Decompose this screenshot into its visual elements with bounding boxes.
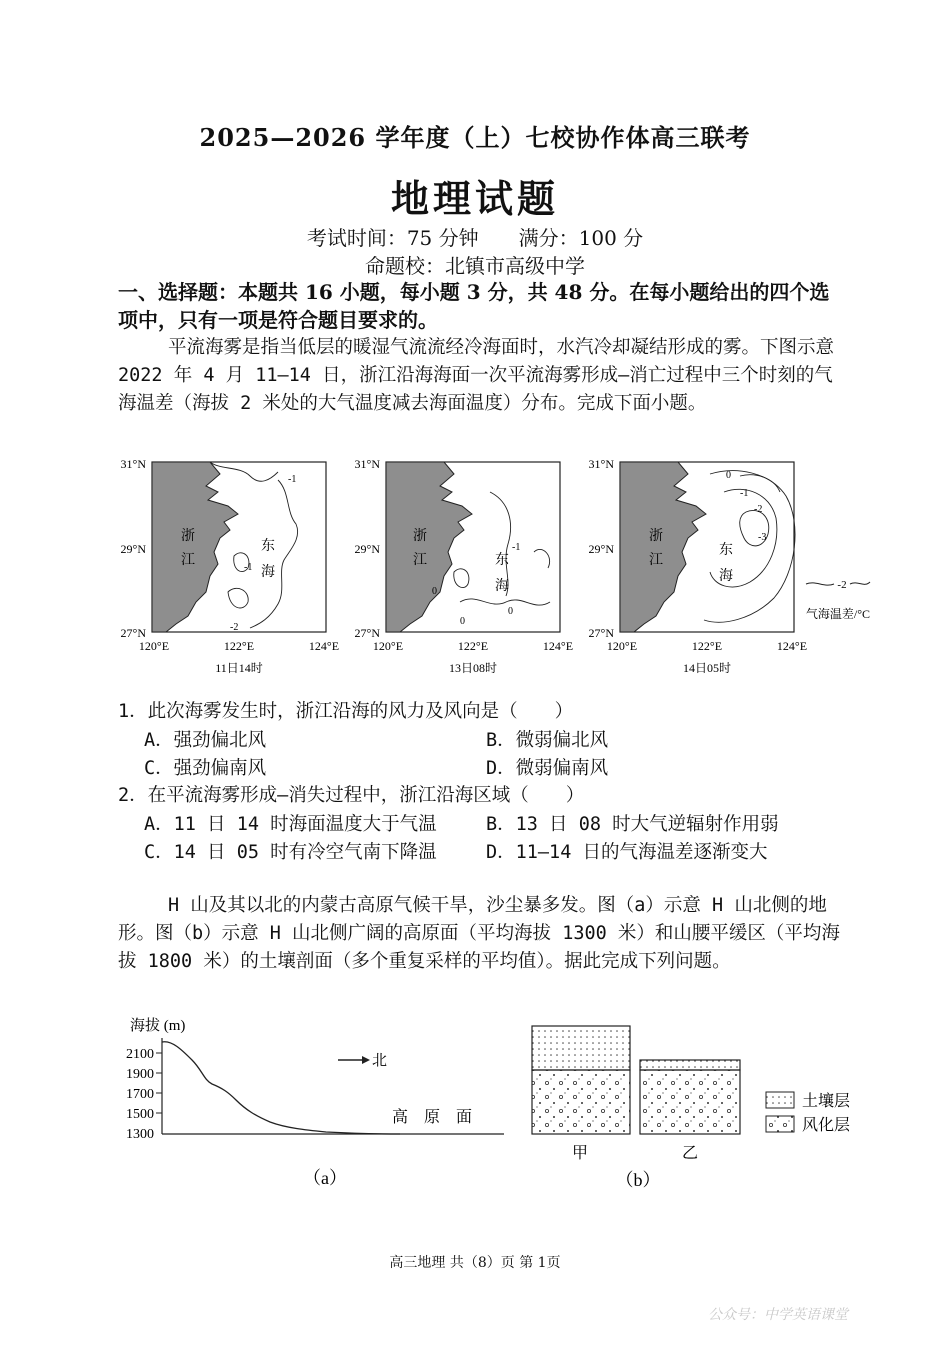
panel-1-caption: 11日14时 <box>215 661 263 675</box>
sea-label-hai: 海 <box>261 565 275 580</box>
isoline-label: 0 <box>726 470 731 481</box>
tick-label: 1300 <box>126 1127 154 1142</box>
isoline-label: -1 <box>244 562 253 573</box>
question-1-option-a[interactable]: A．强劲偏北风 <box>144 730 267 751</box>
panel-2-caption: 13日08时 <box>448 661 498 675</box>
lat-31-label: 31°N <box>588 457 614 471</box>
sea-label-hai: 海 <box>495 579 509 594</box>
map-panel-1 <box>121 457 340 675</box>
lon-122-label: 122°E <box>457 639 489 653</box>
land-label-zhe: 浙 <box>413 529 427 544</box>
land-label-jiang: 江 <box>649 553 663 568</box>
plateau-label: 高 原 面 <box>392 1109 473 1126</box>
lat-27-label: 27°N <box>588 626 614 640</box>
sea-label-dong: 东 <box>719 543 733 558</box>
map-panel-3 <box>589 457 808 675</box>
exam-school: 命题校：北镇市高级中学 <box>365 254 585 278</box>
lat-27-label: 27°N <box>120 626 146 640</box>
tick-label: 2100 <box>126 1047 154 1062</box>
exam-time: 考试时间：75 分钟 <box>306 226 479 250</box>
lon-120-label: 120°E <box>138 639 170 653</box>
isoline-label: -2 <box>754 504 763 515</box>
subject-title: 地理试题 <box>390 176 559 221</box>
passage-2 <box>118 892 850 976</box>
question-2-option-b[interactable]: B．13 日 08 时大气逆辐射作用弱 <box>486 814 779 835</box>
tick-label: 1900 <box>126 1067 154 1082</box>
soil-profile-b <box>532 1026 850 1190</box>
lat-31-label: 31°N <box>120 457 146 471</box>
isoline-label: 0 <box>432 586 437 597</box>
figure-b-caption: （b） <box>615 1170 661 1190</box>
watermark: 公众号：中学英语课堂 <box>708 1307 848 1323</box>
isoline-label: -1 <box>288 474 297 485</box>
legend-soil-label: 土壤层 <box>802 1093 851 1110</box>
figure-2 <box>110 1010 890 1200</box>
soil-layer-jia <box>532 1026 630 1070</box>
land-label-jiang: 江 <box>413 553 427 568</box>
isoline-label: 0 <box>460 616 465 627</box>
lat-31-label: 31°N <box>354 457 380 471</box>
legend-weathered-label: 风化层 <box>802 1117 851 1134</box>
figure-1-legend <box>806 579 870 621</box>
lat-29-label: 29°N <box>588 542 614 556</box>
land-label-zhe: 浙 <box>181 529 195 544</box>
map-panel-2 <box>355 457 574 675</box>
figure-1-maps <box>110 452 890 684</box>
question-2-option-d[interactable]: D．11—14 日的气海温差逐渐变大 <box>486 842 768 863</box>
full-score: 满分：100 分 <box>518 226 644 250</box>
tick-label: 1700 <box>126 1087 154 1102</box>
question-1-option-c[interactable]: C．强劲偏南风 <box>144 758 267 779</box>
lat-29-label: 29°N <box>354 542 380 556</box>
legend-weathered-swatch <box>766 1116 794 1132</box>
panel-3-caption: 14日05时 <box>682 661 732 675</box>
passage-1 <box>118 334 850 418</box>
question-2-option-c[interactable]: C．14 日 05 时有冷空气南下降温 <box>144 842 437 863</box>
soil-layer-yi <box>640 1060 740 1070</box>
north-label: 北 <box>372 1053 388 1069</box>
isoline-label: -2 <box>230 622 239 633</box>
figure-a-caption: （a） <box>303 1168 347 1188</box>
question-1-stem: 1．此次海雾发生时，浙江沿海的风力及风向是（ ） <box>118 701 574 722</box>
question-2 <box>118 782 584 809</box>
land-label-jiang: 江 <box>181 553 195 568</box>
lon-122-label: 122°E <box>691 639 723 653</box>
lat-29-label: 29°N <box>120 542 146 556</box>
lon-120-label: 120°E <box>372 639 404 653</box>
sea-label-dong: 东 <box>495 553 509 568</box>
exam-info <box>0 222 950 251</box>
weathered-layer-yi <box>640 1070 740 1134</box>
question-1 <box>118 698 573 725</box>
sea-label-dong: 东 <box>261 539 275 554</box>
terrain-profile-a <box>126 1017 504 1188</box>
exam-header: 2025—2026 学年度（上）七校协作体高三联考 <box>199 123 751 152</box>
land-label-zhe: 浙 <box>649 529 663 544</box>
lon-120-label: 120°E <box>606 639 638 653</box>
question-2-stem: 2．在平流海雾形成—消失过程中，浙江沿海区域（ ） <box>118 785 585 806</box>
lon-124-label: 124°E <box>308 639 340 653</box>
lat-27-label: 27°N <box>354 626 380 640</box>
question-2-option-a[interactable]: A．11 日 14 时海面温度大于气温 <box>144 814 437 835</box>
isoline-label: -3 <box>758 532 767 543</box>
column-label-yi: 乙 <box>681 1145 699 1162</box>
isoline-label: 0 <box>508 606 513 617</box>
passage-2-text: H 山及其以北的内蒙古高原气候干旱，沙尘暴多发。图（a）示意 H 山北侧的地形。图（b）示意 H 山北侧广阔的高原面（平均海拔 1300 米）和山腰平缓区（平均海拔 1800 米）的土壤剖面（多个重复采样的平均值）。据此完成下列问题。 <box>118 895 840 972</box>
weathered-layer-jia <box>532 1070 630 1134</box>
legend-value: -2 <box>837 579 847 591</box>
passage-1-text: 平流海雾是指当低层的暖湿气流流经冷海面时，水汽冷却凝结形成的雾。下图示意 2022 年 4 月 11—14 日，浙江沿海海面一次平流海雾形成—消亡过程中三个时刻的气海温差（海拔 2 米处的大气温度减去海面温度）分布。完成下面小题。 <box>118 337 835 414</box>
question-1-option-b[interactable]: B．微弱偏北风 <box>486 730 609 751</box>
isoline-label: -1 <box>740 488 749 499</box>
sea-label-hai: 海 <box>719 569 733 584</box>
isoline-label: -1 <box>512 542 521 553</box>
section-title: 一、选择题：本题共 16 小题，每小题 3 分，共 48 分。在每小题给出的四个选项中，只有一项是符合题目要求的。 <box>118 280 830 332</box>
column-label-jia: 甲 <box>571 1145 589 1162</box>
legend-soil-swatch <box>766 1092 794 1108</box>
page-footer: 高三地理 共（8）页 第 1页 <box>389 1255 561 1271</box>
tick-label: 1500 <box>126 1107 154 1122</box>
lon-124-label: 124°E <box>776 639 808 653</box>
lon-122-label: 122°E <box>223 639 255 653</box>
legend-label: 气海温差/°C <box>805 607 871 621</box>
lon-124-label: 124°E <box>542 639 574 653</box>
elevation-axis-label: 海拔 (m) <box>130 1018 186 1034</box>
question-1-option-d[interactable]: D．微弱偏南风 <box>486 758 609 779</box>
